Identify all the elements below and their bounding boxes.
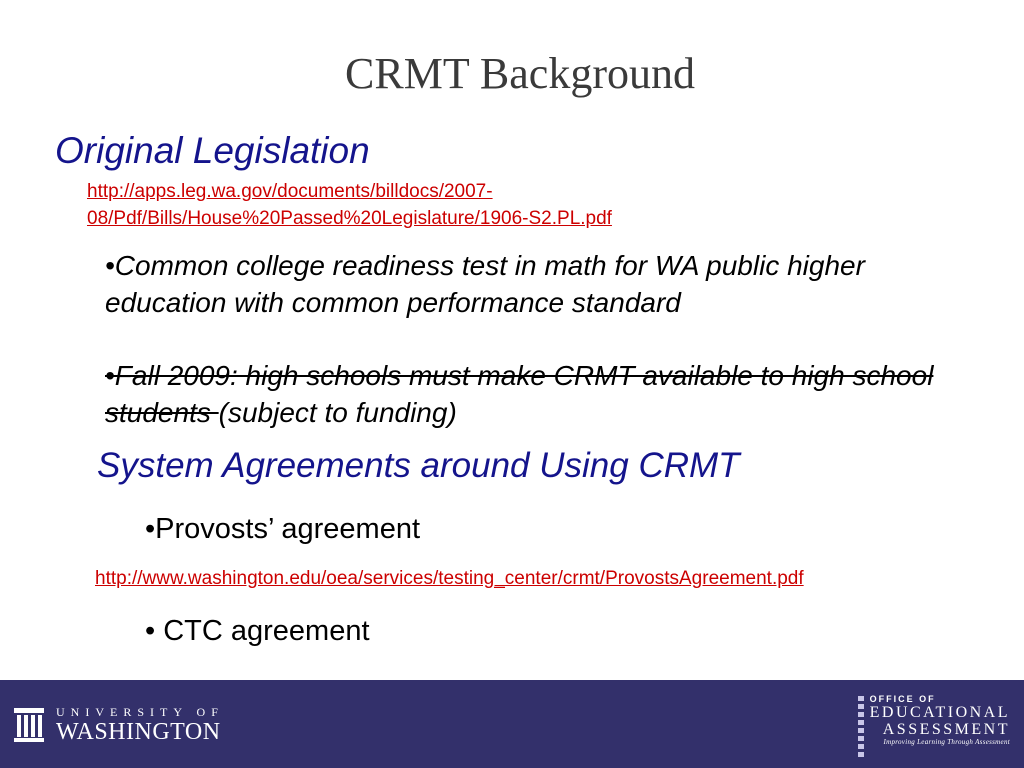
oea-line2: EDUCATIONAL <box>869 704 1010 721</box>
readiness-test-bullet: •Common college readiness test in math for WA public higher education with common performance standard <box>105 250 865 318</box>
oea-tagline: Improving Learning Through Assessment <box>883 738 1010 746</box>
oea-line1: OFFICE OF <box>869 694 936 704</box>
fall-2009-struck-text: •Fall 2009: high schools must make CRMT available to high school students <box>105 360 934 428</box>
footer-bar <box>0 680 1024 768</box>
provosts-agreement-link[interactable]: http://www.washington.edu/oea/services/testing_center/crmt/ProvostsAgreement.pdf <box>95 568 804 589</box>
fall-2009-bullet <box>105 357 965 431</box>
uw-column-icon <box>12 704 46 744</box>
slide-title: CRMT Background <box>345 49 695 98</box>
oea-logo[interactable] <box>858 694 1010 757</box>
uw-line1: UNIVERSITY OF <box>56 704 224 719</box>
system-agreements-heading: System Agreements around Using CRMT <box>97 446 740 485</box>
original-legislation-heading: Original Legislation <box>55 130 370 171</box>
uw-logo[interactable] <box>12 704 224 744</box>
ctc-agreement-bullet: • CTC agreement <box>145 615 370 647</box>
oea-line3: ASSESSMENT <box>882 721 1010 738</box>
legislation-link[interactable]: http://apps.leg.wa.gov/documents/billdocs/2007-08/Pdf/Bills/House%20Passed%20Legislature/1906-S2.PL.pdf <box>87 181 612 229</box>
provosts-agreement-bullet: •Provosts’ agreement <box>145 513 421 545</box>
oea-bars-icon <box>858 696 864 757</box>
uw-line2: WASHINGTON <box>56 718 221 745</box>
fall-2009-note: (subject to funding) <box>218 397 457 428</box>
